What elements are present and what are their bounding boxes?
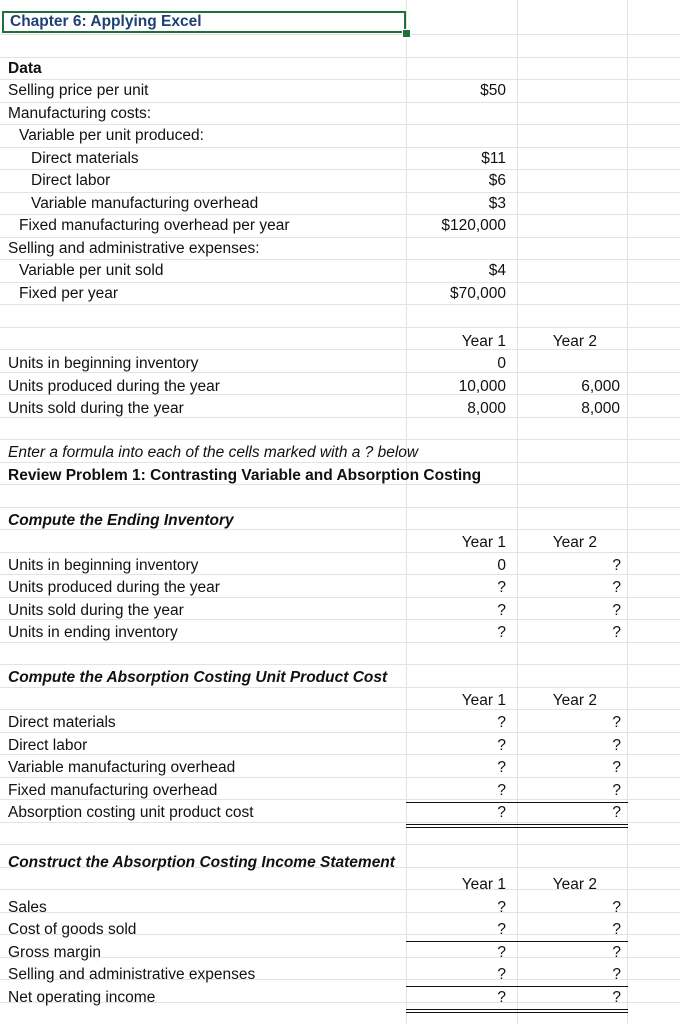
units-label: Units sold during the year <box>8 400 184 418</box>
sheet-row <box>0 732 680 756</box>
data-label: Fixed manufacturing overhead per year <box>19 217 290 234</box>
data-value[interactable]: $3 <box>488 194 506 212</box>
income-statement-row-label: Selling and administrative expenses <box>8 966 256 984</box>
data-label: Direct materials <box>31 149 139 167</box>
income-statement-year-2-cell[interactable]: ? <box>612 898 621 916</box>
ending-inventory-year-1-cell[interactable]: ? <box>497 601 506 619</box>
units-label: Units produced during the year <box>8 377 220 395</box>
data-value[interactable]: $11 <box>481 149 506 167</box>
unit-cost-year-1-cell[interactable]: ? <box>497 714 506 732</box>
units-year-2-value[interactable]: 8,000 <box>581 400 620 418</box>
sheet-row <box>0 34 680 58</box>
data-value[interactable]: $6 <box>488 172 506 189</box>
unit-cost-year-1-cell[interactable]: ? <box>497 759 506 777</box>
single-underline <box>406 802 628 803</box>
ending-inventory-year-1-cell[interactable]: 0 <box>497 556 506 574</box>
year-2-header: Year 2 <box>552 534 597 552</box>
income-statement-year-1-cell[interactable]: ? <box>497 898 506 916</box>
ending-inventory-row-label: Units in ending inventory <box>8 624 178 642</box>
unit-cost-year-2-cell[interactable]: ? <box>612 736 621 754</box>
ending-inventory-row-label: Units sold during the year <box>8 601 184 619</box>
data-label: Variable per unit sold <box>19 262 164 279</box>
units-label: Units in beginning inventory <box>8 355 199 373</box>
data-value[interactable]: $120,000 <box>441 217 506 234</box>
unit-cost-row-label: Direct materials <box>8 714 116 732</box>
double-underline <box>406 1009 628 1013</box>
ending-inventory-title: Compute the Ending Inventory <box>8 511 234 529</box>
sheet-row <box>0 484 680 508</box>
income-statement-year-2-cell[interactable]: ? <box>612 921 621 939</box>
review-problem-title: Review Problem 1: Contrasting Variable and Absorption Costing <box>8 466 482 484</box>
year-1-header: Year 1 <box>461 534 506 552</box>
data-label: Selling price per unit <box>8 82 149 99</box>
ending-inventory-year-2-cell[interactable]: ? <box>612 579 621 597</box>
single-underline <box>406 986 628 987</box>
ending-inventory-year-1-cell[interactable]: ? <box>497 579 506 597</box>
ending-inventory-year-2-cell[interactable]: ? <box>612 601 621 619</box>
ending-inventory-year-2-cell[interactable]: ? <box>612 624 621 642</box>
year-1-header: Year 1 <box>461 332 506 350</box>
income-statement-year-2-cell[interactable]: ? <box>612 988 621 1006</box>
fill-handle[interactable] <box>402 29 411 38</box>
units-year-1-value[interactable]: 0 <box>497 355 506 373</box>
year-2-header: Year 2 <box>552 691 597 709</box>
income-statement-row-label: Sales <box>8 898 47 916</box>
data-label: Selling and administrative expenses: <box>8 239 260 257</box>
data-value[interactable]: $4 <box>488 262 506 279</box>
income-statement-year-2-cell[interactable]: ? <box>612 966 621 984</box>
unit-cost-row-label: Variable manufacturing overhead <box>8 759 236 777</box>
year-2-header: Year 2 <box>552 332 597 350</box>
single-underline <box>406 941 628 942</box>
unit-cost-year-2-cell[interactable]: ? <box>612 714 621 732</box>
income-statement-title: Construct the Absorption Costing Income Statement <box>8 853 395 871</box>
data-value[interactable]: $70,000 <box>449 284 506 302</box>
income-statement-year-2-cell[interactable]: ? <box>612 943 621 961</box>
unit-cost-year-2-cell[interactable]: ? <box>612 781 621 799</box>
units-year-2-value[interactable]: 6,000 <box>581 377 620 395</box>
sheet-row <box>0 57 680 81</box>
unit-cost-year-1-cell[interactable]: ? <box>497 781 506 799</box>
year-2-header: Year 2 <box>552 876 597 894</box>
unit-cost-row-label: Direct labor <box>8 736 88 754</box>
data-heading: Data <box>8 59 42 77</box>
income-statement-year-1-cell[interactable]: ? <box>497 943 506 961</box>
income-statement-year-1-cell[interactable]: ? <box>497 921 506 939</box>
ending-inventory-row-label: Units produced during the year <box>8 579 220 597</box>
ending-inventory-year-2-cell[interactable]: ? <box>612 556 621 574</box>
income-statement-row-label: Gross margin <box>8 943 102 961</box>
unit-cost-title: Compute the Absorption Costing Unit Product Cost <box>8 669 388 687</box>
data-label: Variable manufacturing overhead <box>31 194 259 212</box>
unit-cost-year-2-cell[interactable]: ? <box>612 804 621 822</box>
income-statement-row-label: Net operating income <box>8 988 156 1006</box>
sheet-row <box>0 304 680 328</box>
data-label: Manufacturing costs: <box>8 104 152 122</box>
income-statement-year-1-cell[interactable]: ? <box>497 966 506 984</box>
data-label: Variable per unit produced: <box>19 127 204 144</box>
units-year-1-value[interactable]: 10,000 <box>458 377 506 395</box>
income-statement-year-1-cell[interactable]: ? <box>497 988 506 1006</box>
sheet-row <box>0 642 680 666</box>
unit-cost-row-label: Absorption costing unit product cost <box>8 804 254 822</box>
unit-cost-year-2-cell[interactable]: ? <box>612 759 621 777</box>
data-label: Fixed per year <box>19 284 119 302</box>
units-year-1-value[interactable]: 8,000 <box>467 400 506 418</box>
ending-inventory-row-label: Units in beginning inventory <box>8 556 199 574</box>
data-value[interactable]: $50 <box>480 82 506 99</box>
ending-inventory-year-1-cell[interactable]: ? <box>497 624 506 642</box>
data-label: Direct labor <box>31 172 111 189</box>
year-1-header: Year 1 <box>461 876 506 894</box>
unit-cost-year-1-cell[interactable]: ? <box>497 804 506 822</box>
year-1-header: Year 1 <box>461 691 506 709</box>
sheet-title: Chapter 6: Applying Excel <box>10 13 202 30</box>
income-statement-row-label: Cost of goods sold <box>8 921 137 939</box>
selected-cell-a1[interactable] <box>2 11 406 33</box>
double-underline <box>406 824 628 828</box>
instruction-text: Enter a formula into each of the cells marked with a ? below <box>8 444 419 462</box>
unit-cost-row-label: Fixed manufacturing overhead <box>8 781 218 799</box>
unit-cost-year-1-cell[interactable]: ? <box>497 736 506 754</box>
